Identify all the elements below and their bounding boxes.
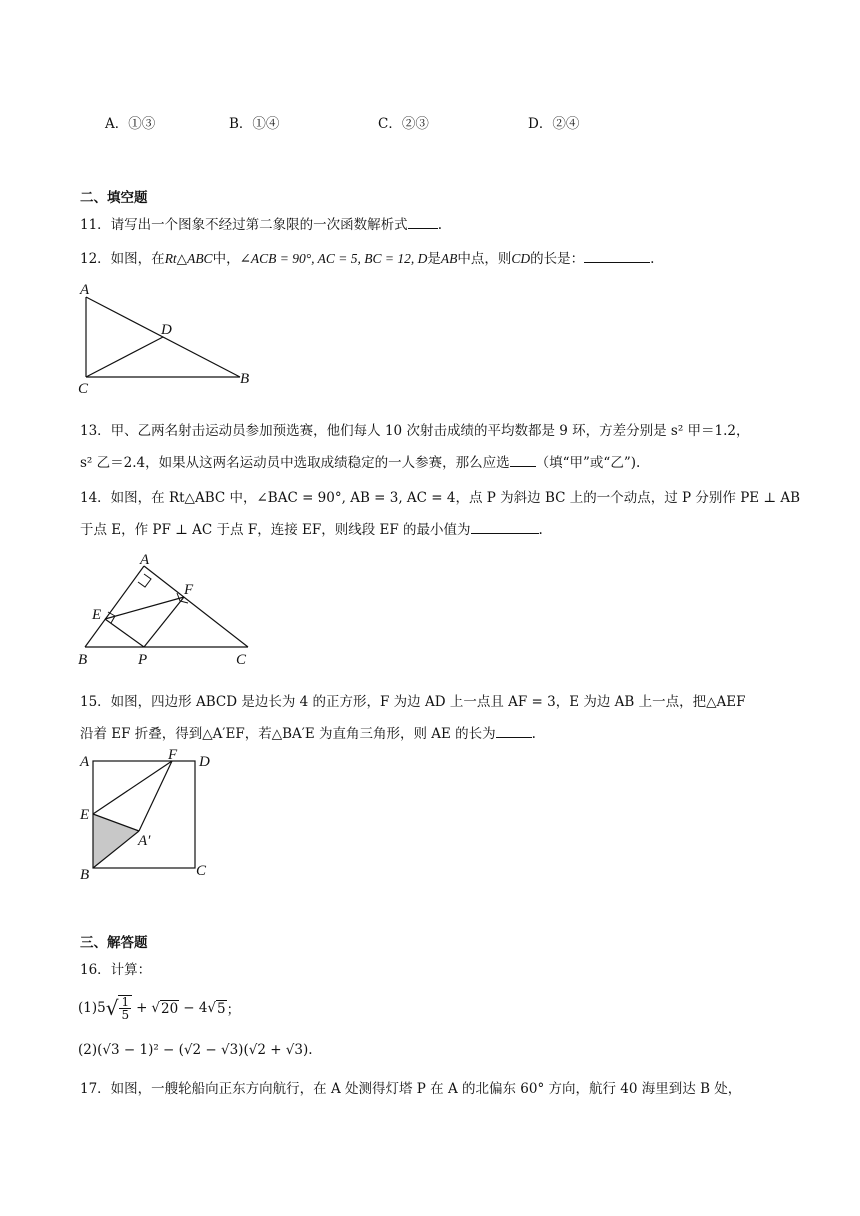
figure-12-right-triangle [72,280,272,398]
figure-15-square [72,744,222,886]
section-title-fill-blank: 二、填空题 [80,190,148,206]
point-label-p: P [138,652,148,668]
option-c: C．②③ [378,116,429,132]
vertex-label-c: C [78,381,89,397]
figure-14-triangle [72,552,262,670]
vertex-label-a: A [80,282,90,298]
option-a: A．①③ [105,116,156,132]
point-label-f: F [168,747,178,763]
point-label-a-prime: A′ [138,833,151,849]
question-15-line-1: 15．如图，四边形 ABCD 是边长为 4 的正方形，F 为边 AD 上一点且 AF = 3，E 为边 AB 上一点，把△AEF [80,694,746,710]
triangle-name: Rt△ABC [164,251,213,266]
question-16-title: 16．计算： [80,962,152,978]
question-14-line-1: 14．如图，在 Rt△ABC 中，∠BAC = 90°, AB = 3, AC = 4，点 P 为斜边 BC 上的一个动点，过 P 分别作 PE ⊥ AB [80,490,801,506]
point-label-e: E [92,607,102,623]
question-16-part-2: (2)(√3 − 1)² − (√2 − √3)(√2 + √3). [78,1042,313,1058]
question-11-text: 11．请写出一个图象不经过第二象限的一次函数解析式 [80,217,408,233]
question-14-line-2: 于点 E，作 PF ⊥ AC 于点 F，连接 EF，则线段 EF 的最小值为 . [80,522,543,538]
question-13-line-1: 13．甲、乙两名射击运动员参加预选赛，他们每人 10 次射击成绩的平均数都是 9 环，方差分别是 s² 甲＝1.2， [80,423,750,439]
question-12-conditions: ∠ACB = 90°, AC = 5, BC = 12, D [239,251,428,266]
vertex-label-b: B [240,371,250,387]
expression-2: (√3 − 1)² − (√2 − √3)(√2 + √3) [97,1042,309,1058]
option-b: B．①④ [229,116,280,132]
answer-blank [471,521,539,534]
fraction-one-fifth: $\frac{1}{5}$ [118,995,132,1021]
vertex-label-c: C [196,863,207,879]
point-label-e: E [80,807,90,823]
vertex-label-c: C [236,652,247,668]
answer-blank [408,216,438,229]
question-12: 12．如图，在Rt△ABC中，∠ACB = 90°, AC = 5, BC = 12, D是AB中点，则CD的长是： . [80,251,655,267]
question-15-line-2: 沿着 EF 折叠，得到△A′EF，若△BA′E 为直角三角形，则 AE 的长为 . [80,726,536,742]
question-17-line-1: 17．如图，一艘轮船向正东方向航行，在 A 处测得灯塔 P 在 A 的北偏东 60° 方向，航行 40 海里到达 B 处， [80,1081,742,1097]
vertex-label-a: A [140,552,150,568]
answer-blank [496,725,532,738]
question-13-line-2: s² 乙＝2.4，如果从这两名运动员中选取成绩稳定的一人参赛，那么应选 （填“甲”或“乙”). [80,455,641,471]
answer-blank [510,454,536,467]
vertex-label-b: B [80,867,90,883]
vertex-label-b: B [78,652,88,668]
vertex-label-d: D [199,754,210,770]
question-11: 11．请写出一个图象不经过第二象限的一次函数解析式 . [80,217,442,233]
point-label-f: F [184,582,194,598]
answer-blank [584,250,650,263]
section-title-solutions: 三、解答题 [80,935,148,951]
vertex-label-a: A [80,754,90,770]
question-16-part-1: (1) 5 √ $\frac{1}{5}$ + √ 20 − 4 √ 5 ； [78,995,241,1022]
option-d: D．②④ [528,116,580,132]
vertex-label-d: D [161,322,172,338]
